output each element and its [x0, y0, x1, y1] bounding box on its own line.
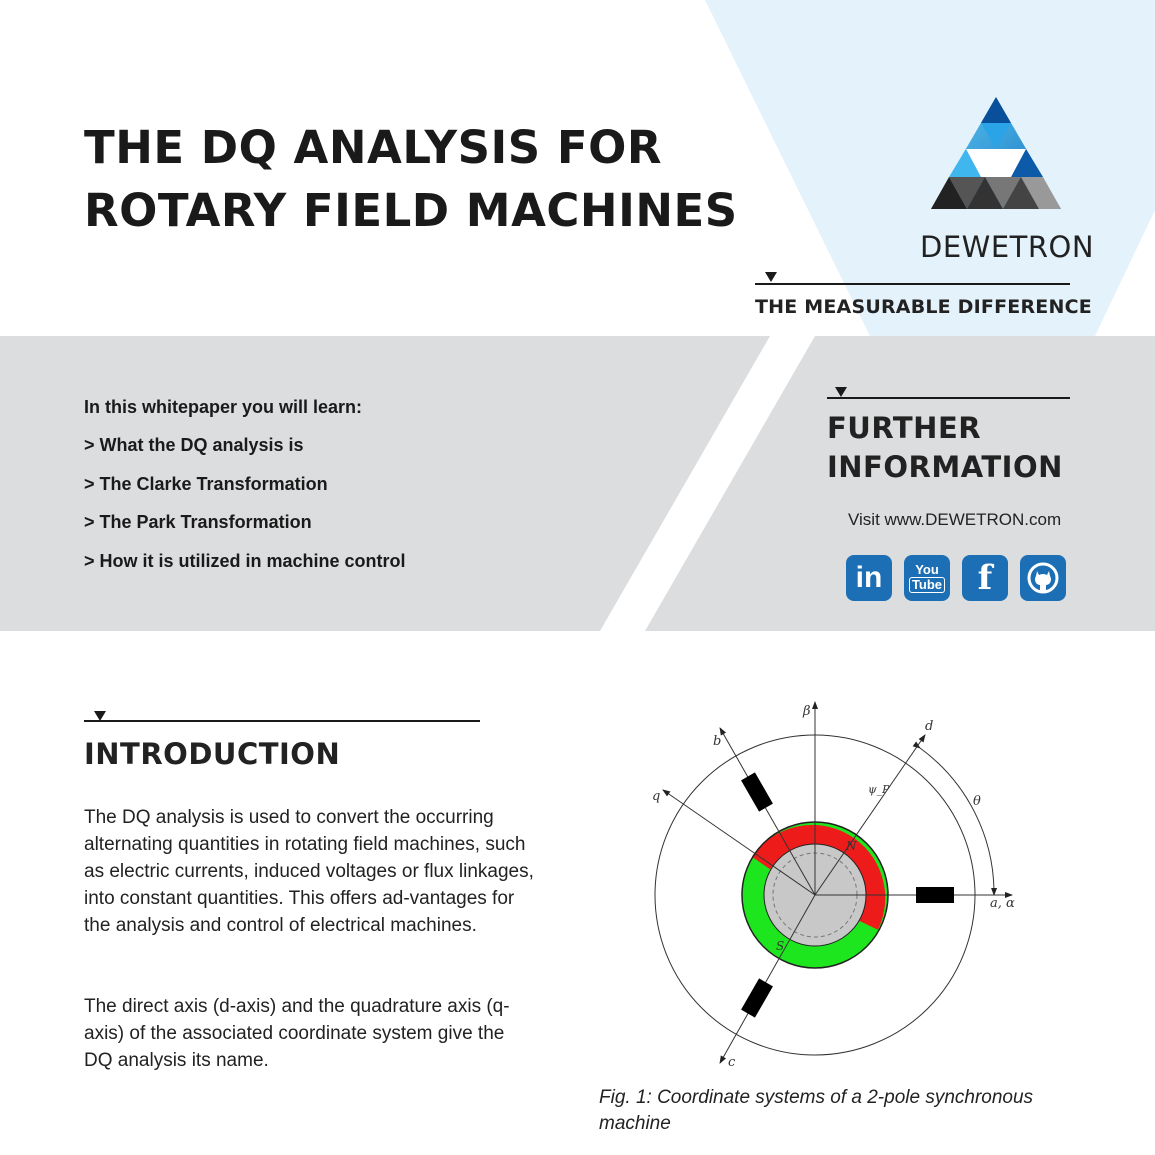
winding-a	[916, 887, 954, 903]
further-heading-line-2: INFORMATION	[827, 450, 1063, 484]
svg-text:b: b	[713, 734, 722, 749]
figure-caption: Fig. 1: Coordinate systems of a 2-pole synchronous machine	[599, 1087, 1034, 1134]
list-item: > The Park Transformation	[84, 512, 312, 532]
svg-text:c: c	[728, 1055, 736, 1070]
further-heading-line-1: FURTHER	[827, 411, 982, 445]
page-title-line-1: THE DQ ANALYSIS FOR	[84, 121, 662, 174]
svg-text:a, α: a, α	[990, 896, 1015, 911]
winding-c	[741, 978, 773, 1017]
intro-paragraph-2: The direct axis (d-axis) and the quadrature axis (q-axis) of the associated coordinate system give the DQ analysis its name.	[84, 996, 510, 1071]
list-item: > What the DQ analysis is	[84, 435, 304, 455]
svg-text:d: d	[925, 719, 934, 734]
svg-text:ψ_P: ψ_P	[868, 783, 890, 796]
light-blue-band	[705, 0, 1155, 336]
svg-text:N: N	[846, 839, 857, 853]
dewetron-logo-icon	[931, 97, 1061, 209]
facebook-icon[interactable]: f	[962, 555, 1008, 601]
github-icon[interactable]	[1020, 555, 1066, 601]
learn-heading: In this whitepaper you will learn:	[84, 397, 363, 417]
list-item: > How it is utilized in machine control	[84, 550, 406, 571]
svg-text:q: q	[652, 789, 661, 804]
winding-b	[741, 772, 773, 811]
learn-list	[84, 433, 406, 587]
youtube-icon[interactable]: You Tube	[904, 555, 950, 601]
tagline-rule	[755, 283, 1070, 285]
brand-name: DEWETRON	[920, 230, 1095, 264]
marker-triangle-icon	[835, 387, 847, 397]
intro-heading: INTRODUCTION	[84, 737, 341, 771]
visit-link[interactable]: Visit www.DEWETRON.com	[848, 510, 1062, 529]
linkedin-icon[interactable]: in	[846, 555, 892, 601]
page-title-line-2: ROTARY FIELD MACHINES	[84, 184, 738, 237]
svg-text:S: S	[776, 939, 785, 953]
marker-triangle-icon	[765, 272, 777, 282]
svg-text:θ: θ	[973, 794, 981, 809]
further-rule	[827, 397, 1070, 399]
intro-paragraph-1: The DQ analysis is used to convert the occurring alternating quantities in rotating field machines, such as electric currents, induced voltages or flux linkages, into constant quantities. This offers ad-vantages for the analysis and control of electrical machines.	[84, 807, 534, 936]
brand-tagline: THE MEASURABLE DIFFERENCE	[755, 296, 1092, 318]
intro-rule	[84, 720, 480, 722]
list-item: > The Clarke Transformation	[84, 473, 328, 494]
machine-diagram	[620, 690, 1040, 1075]
svg-text:β: β	[803, 704, 811, 719]
